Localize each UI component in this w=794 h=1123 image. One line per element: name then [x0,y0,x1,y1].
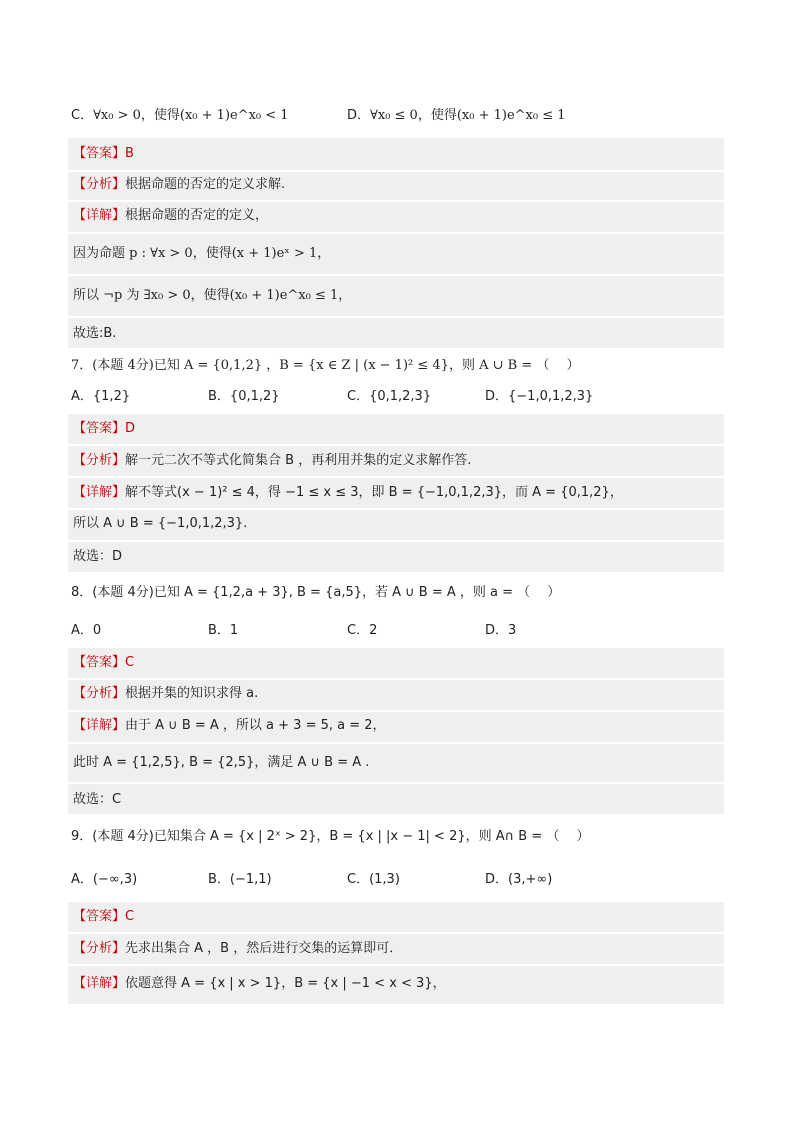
answer-value: D [125,421,136,436]
q8-answer [73,654,134,672]
q9-stem [71,828,590,846]
detail-text: 所以 A ∪ B = {−1,0,1,2,3}. [73,516,248,531]
option-text: A．(−∞,3) [71,872,138,887]
analysis-text: 解一元二次不等式化简集合 B ，再利用并集的定义求解作答. [125,453,472,468]
analysis-text: 先求出集合 A ，B ，然后进行交集的运算即可． [125,941,403,956]
detail-text: 因为命题 p : ∀x > 0，使得(x + 1)eˣ > 1， [73,246,331,261]
q6-detail-3 [73,287,351,305]
q8-option-d [485,622,516,640]
option-text: C．(1,3) [347,872,400,887]
q9-option-d [485,871,552,889]
q9-option-a [71,871,137,889]
question-stem: 7．(本题 4分)已知 A = {0,1,2} ，B = {x ∈ Z | (x − 1)² ≤ 4}，则 A ∪ B = （ ） [71,358,580,373]
answer-tag: 【答案】 [73,146,126,161]
analysis-tag: 【分析】 [73,686,126,701]
q6-analysis [73,176,285,194]
answer-shade [68,414,724,444]
q8-detail-1 [73,717,386,735]
option-text: C．{0,1,2,3} [347,389,432,404]
q7-analysis [73,452,471,470]
q6-choice [73,325,116,343]
q9-detail-1 [73,975,446,993]
q9-answer [73,908,134,926]
q8-stem [71,584,560,602]
option-text: B．1 [208,623,239,638]
detail-text: 此时 A = {1,2,5}, B = {2,5}，满足 A ∪ B = A . [73,755,370,770]
detail-text: 依题意得 A = {x | x > 1}，B = {x | −1 < x < 3}， [125,976,446,991]
q7-stem [71,357,579,375]
detail-text: 所以 ¬p 为 ∃x₀ > 0，使得(x₀ + 1)e^x₀ ≤ 1， [73,288,352,303]
option-text: ∀x₀ ≤ 0，使得(x₀ + 1)e^x₀ ≤ 1 [370,108,566,123]
answer-value: B [125,146,134,161]
choice-shade [68,318,724,348]
q9-option-b [208,871,272,889]
answer-shade [68,138,724,170]
q7-answer [73,420,135,438]
analysis-text: 根据并集的知识求得 a. [125,686,259,701]
option-text: B．(−1,1) [208,872,272,887]
q7-choice [73,548,122,566]
question-stem: 9．(本题 4分)已知集合 A = {x | 2ˣ > 2}，B = {x | |x − 1| < 2}，则 A∩ B = （ ） [71,829,590,844]
q6-answer [73,145,134,163]
q8-choice [73,791,121,809]
q6-option-d [347,107,566,125]
answer-shade [68,648,724,678]
analysis-text: 根据命题的否定的定义求解. [125,177,286,192]
q8-option-a [71,622,101,640]
q8-analysis [73,685,258,703]
option-text: D．{−1,0,1,2,3} [485,389,594,404]
option-letter: D． [347,108,371,123]
option-text: B．{0,1,2} [208,389,280,404]
answer-value: C [125,655,135,670]
q8-detail-2 [73,754,369,772]
q7-option-b [208,388,280,406]
q7-option-c [347,388,431,406]
detail-text: 由于 A ∪ B = A ，所以 a + 3 = 5, a = 2， [125,718,386,733]
q8-option-c [347,622,377,640]
analysis-tag: 【分析】 [73,941,126,956]
answer-shade [68,902,724,932]
option-text: A．0 [71,623,102,638]
detail-text: 解不等式(x − 1)² ≤ 4，得 −1 ≤ x ≤ 3，即 B = {−1,0,1,2,3}，而 A = {0,1,2}， [125,485,623,500]
choice-shade [68,784,724,814]
q9-option-c [347,871,400,889]
q7-option-d [485,388,593,406]
analysis-tag: 【分析】 [73,453,126,468]
detail-tag: 【详解】 [73,208,126,223]
option-text: ∀x₀ > 0，使得(x₀ + 1)e^x₀ < 1 [93,108,289,123]
detail-tag: 【详解】 [73,718,126,733]
choice-text: 故选：D [73,549,123,564]
q6-option-c [71,107,289,125]
answer-tag: 【答案】 [73,655,126,670]
q7-detail-1 [73,484,623,502]
detail-tag: 【详解】 [73,976,126,991]
q6-detail-2 [73,245,330,263]
choice-text: 故选:B. [73,326,117,341]
detail-tag: 【详解】 [73,485,126,500]
question-stem: 8．(本题 4分)已知 A = {1,2,a + 3}, B = {a,5}，若 A ∪ B = A ，则 a = （ ） [71,585,561,600]
answer-tag: 【答案】 [73,421,126,436]
option-text: A．{1,2} [71,389,131,404]
option-text: D．3 [485,623,517,638]
q7-detail-2 [73,515,247,533]
answer-value: C [125,909,135,924]
answer-tag: 【答案】 [73,909,126,924]
analysis-tag: 【分析】 [73,177,126,192]
option-text: C．2 [347,623,378,638]
q8-option-b [208,622,238,640]
detail-text: 根据命题的否定的定义， [125,208,269,223]
choice-shade [68,542,724,572]
q6-detail-1 [73,207,268,225]
choice-text: 故选：C [73,792,122,807]
option-text: D．(3,+∞) [485,872,553,887]
q9-analysis [73,940,402,958]
option-letter: C． [71,108,94,123]
q7-option-a [71,388,130,406]
